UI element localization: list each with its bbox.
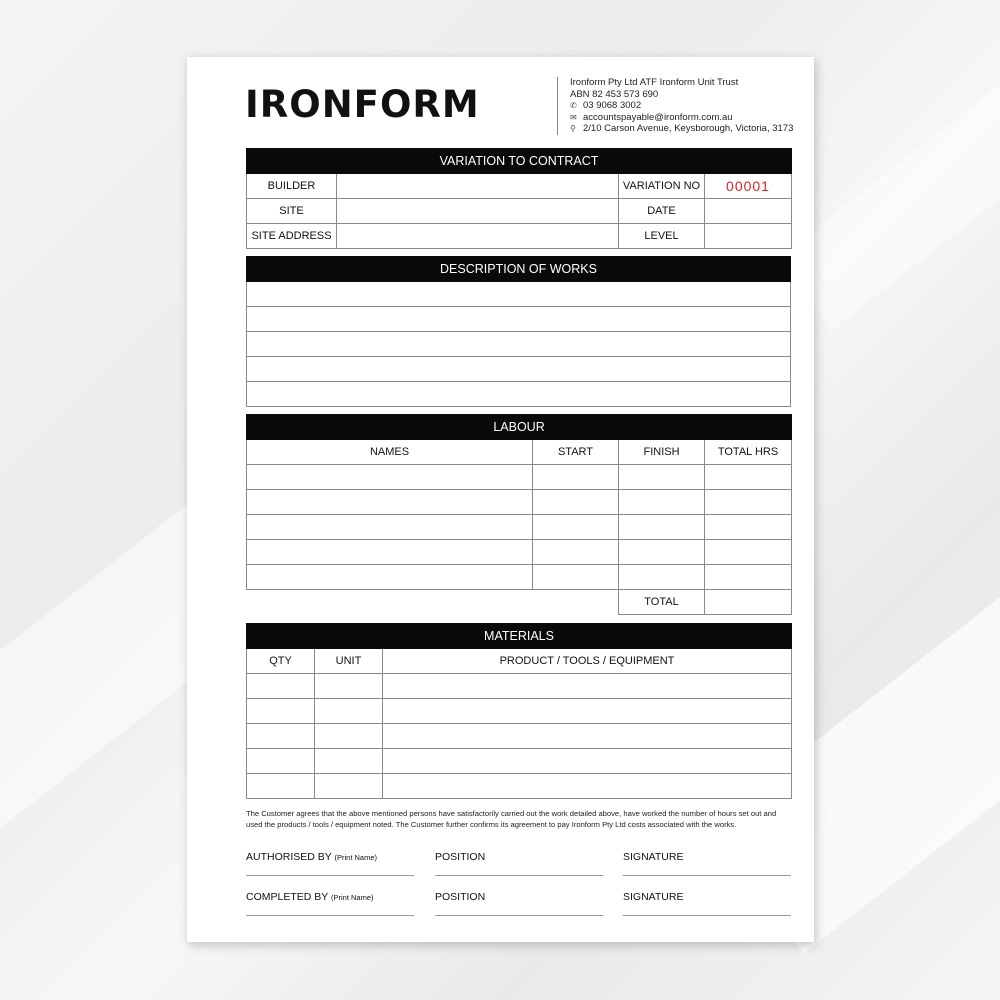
date-label: DATE [619, 199, 705, 224]
table-row [247, 565, 792, 590]
column-header: NAMES [247, 440, 533, 465]
total-hrs-cell[interactable] [705, 490, 792, 515]
column-header: TOTAL HRS [705, 440, 792, 465]
section-header: DESCRIPTION OF WORKS [247, 257, 791, 282]
description-line[interactable] [247, 357, 791, 382]
total-hrs-cell[interactable] [705, 515, 792, 540]
company-address: 2/10 Carson Avenue, Keysborough, Victoria, 3173 [583, 123, 794, 134]
site-label: SITE [247, 199, 337, 224]
company-address-row [570, 123, 793, 135]
spacer-cell [533, 590, 619, 615]
names-cell[interactable] [247, 490, 533, 515]
signature-label: SIGNATURE [623, 891, 684, 903]
level-field[interactable] [705, 224, 792, 249]
names-cell[interactable] [247, 465, 533, 490]
description-line[interactable] [247, 332, 791, 357]
start-cell[interactable] [533, 565, 619, 590]
variation-number: 00001 [705, 174, 792, 199]
qty-cell[interactable] [247, 674, 315, 699]
total-label: TOTAL [619, 590, 705, 615]
company-abn: ABN 82 453 573 690 [570, 88, 659, 100]
unit-cell[interactable] [315, 749, 383, 774]
finish-cell[interactable] [619, 490, 705, 515]
start-cell[interactable] [533, 515, 619, 540]
completed-by-label: COMPLETED BY [246, 891, 329, 903]
names-cell[interactable] [247, 565, 533, 590]
unit-cell[interactable] [315, 674, 383, 699]
section-header: MATERIALS [247, 624, 792, 649]
column-header: QTY [247, 649, 315, 674]
builder-field[interactable] [337, 174, 619, 199]
completed-by-field[interactable] [246, 891, 414, 916]
position-field[interactable] [435, 891, 603, 916]
column-header: START [533, 440, 619, 465]
section-header: VARIATION TO CONTRACT [247, 149, 792, 174]
table-row [247, 774, 792, 799]
position-label: POSITION [435, 891, 486, 903]
qty-cell[interactable] [247, 774, 315, 799]
signature-field[interactable] [623, 851, 791, 876]
company-email-row [570, 112, 793, 124]
column-header: UNIT [315, 649, 383, 674]
company-phone: 03 9068 3002 [583, 100, 642, 111]
product-cell[interactable] [383, 724, 792, 749]
product-cell[interactable] [383, 774, 792, 799]
company-details [557, 77, 793, 135]
total-field[interactable] [705, 590, 792, 615]
variation-no-label: VARIATION NO [619, 174, 705, 199]
terms-text: The Customer agrees that the above mentioned persons have satisfactorily carried out the work detailed above, have worked the number of hours set out and used the products / tools / equipment noted. The Customer further confirms its agreement to pay Ironform Pty Ltd costs associated with the works. [246, 809, 777, 829]
company-phone-row [570, 100, 793, 112]
total-hrs-cell[interactable] [705, 565, 792, 590]
unit-cell[interactable] [315, 774, 383, 799]
site-address-label: SITE ADDRESS [247, 224, 337, 249]
form-sheet [187, 57, 814, 942]
description-line[interactable] [247, 382, 791, 407]
finish-cell[interactable] [619, 565, 705, 590]
company-logo: IRONFORM [245, 83, 480, 126]
start-cell[interactable] [533, 465, 619, 490]
finish-cell[interactable] [619, 540, 705, 565]
names-cell[interactable] [247, 540, 533, 565]
finish-cell[interactable] [619, 465, 705, 490]
product-cell[interactable] [383, 749, 792, 774]
section-header: LABOUR [247, 415, 792, 440]
product-cell[interactable] [383, 699, 792, 724]
table-row [247, 465, 792, 490]
start-cell[interactable] [533, 540, 619, 565]
column-header: PRODUCT / TOOLS / EQUIPMENT [383, 649, 792, 674]
start-cell[interactable] [533, 490, 619, 515]
table-row [247, 490, 792, 515]
unit-cell[interactable] [315, 699, 383, 724]
company-name: Ironform Pty Ltd ATF Ironform Unit Trust [570, 77, 739, 88]
total-hrs-cell[interactable] [705, 465, 792, 490]
description-table [246, 256, 791, 407]
labour-table [246, 414, 792, 615]
table-row [247, 699, 792, 724]
table-row [247, 674, 792, 699]
level-label: LEVEL [619, 224, 705, 249]
authorised-by-field[interactable] [246, 851, 414, 876]
description-line[interactable] [247, 282, 791, 307]
materials-table [246, 623, 792, 799]
table-row [247, 749, 792, 774]
print-name-hint: (Print Name) [331, 893, 374, 902]
names-cell[interactable] [247, 515, 533, 540]
spacer-cell [247, 590, 533, 615]
qty-cell[interactable] [247, 749, 315, 774]
location-pin-icon: ⚲ [570, 124, 576, 133]
table-row [247, 515, 792, 540]
qty-cell[interactable] [247, 724, 315, 749]
signature-label: SIGNATURE [623, 851, 684, 863]
position-label: POSITION [435, 851, 486, 863]
table-row [247, 724, 792, 749]
date-field[interactable] [705, 199, 792, 224]
finish-cell[interactable] [619, 515, 705, 540]
position-field[interactable] [435, 851, 603, 876]
authorised-by-label: AUTHORISED BY [246, 851, 332, 863]
total-hrs-cell[interactable] [705, 540, 792, 565]
print-name-hint: (Print Name) [334, 853, 378, 862]
site-field[interactable] [337, 199, 619, 224]
mail-icon: ✉ [570, 112, 577, 122]
description-line[interactable] [247, 307, 791, 332]
product-cell[interactable] [383, 674, 792, 699]
signature-field[interactable] [623, 891, 791, 916]
variation-table [246, 148, 792, 249]
phone-icon: ✆ [570, 101, 577, 110]
qty-cell[interactable] [247, 699, 315, 724]
builder-label: BUILDER [247, 174, 337, 199]
company-email: accountspayable@ironform.com.au [583, 111, 733, 123]
table-row [247, 540, 792, 565]
unit-cell[interactable] [315, 724, 383, 749]
site-address-field[interactable] [337, 224, 619, 249]
column-header: FINISH [619, 440, 705, 465]
